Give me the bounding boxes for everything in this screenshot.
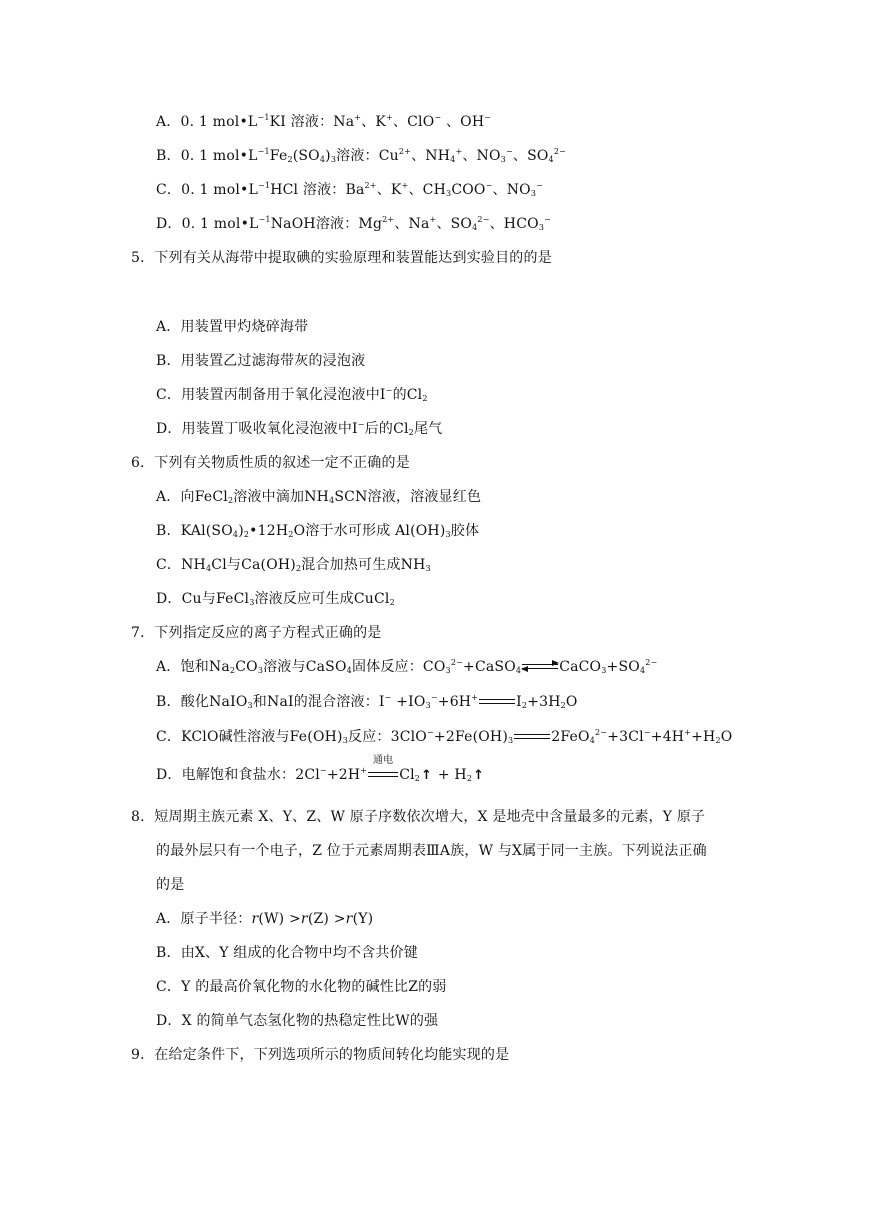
- q6-option-d: D．Cu与FeCl$_3$溶液反应可生成CuCl$_2$: [156, 591, 395, 607]
- q4-option-c: C．0. 1 $mol•L^{-1}HCl$ 溶液：$Ba^{2+}$、K+、$CH_3COO^-$、$NO_3^-$: [156, 181, 544, 198]
- q7-stem: 7．下列指定反应的离子方程式正确的是: [131, 625, 382, 641]
- q5-stem: 5．下列有关从海带中提取碘的实验原理和装置能达到实验目的的是: [131, 250, 552, 266]
- q5-option-b: B．用装置乙过滤海带灰的浸泡液: [156, 353, 366, 369]
- q6-option-c: C．$NH_4Cl$与$Ca(OH)_2$混合加热可生成$NH_3$: [156, 557, 431, 573]
- q6-stem: 6．下列有关物质性质的叙述一定不正确的是: [131, 455, 410, 471]
- q4-option-a: A．0. 1 $mol•L^{-1}KI$ 溶液：Na+、K+、ClO− 、OH−: [156, 113, 492, 130]
- q6-option-a: A．向FeCl$_2$溶液中滴加$NH_4SCN$溶液，溶液显红色: [156, 489, 482, 505]
- equals-sign-icon: [479, 696, 515, 708]
- q5-option-c: C．用装置丙制备用于氧化浸泡液中I−的$Cl_2$: [156, 386, 428, 403]
- q8-stem-line-2: 的最外层只有一个电子，Z 位于元素周期表ⅢA族，W 与X属于同一主族。下列说法正确: [156, 843, 707, 859]
- q7-option-b: B．酸化NaIO$_3$和NaI的混合溶液：$I^- +IO_3^-+6H^+$ $I_2+3H_2O$: [156, 693, 578, 710]
- q8-stem-line-3: 的是: [156, 877, 185, 893]
- q8-option-d: D．X 的简单气态氢化物的热稳定性比W的强: [156, 1013, 439, 1029]
- q5-option-a: A．用装置甲灼烧碎海带: [156, 319, 309, 335]
- q8-option-a: A．原子半径：r(W) >r(Z) >r(Y): [156, 911, 374, 927]
- q4-option-b: B．0. 1 $mol•L^{-1}Fe_2(SO_4)_3$溶液：$Cu^{2+}$、$NH_4^+$、$NO_3^-$、$SO_4^{2-}$: [156, 147, 567, 164]
- q7-option-c: C．KClO碱性溶液与$Fe(OH)_3$反应：$3ClO^-+2Fe(OH)_3$ $2FeO_4^{2-}+3Cl^-+4H^++H_2O$: [156, 728, 733, 745]
- q8-stem-line-1: 8．短周期主族元素 X、Y、Z、W 原子序数依次增大，X 是地壳中含量最多的元素，Y 原子: [131, 809, 706, 825]
- equals-sign-icon: [514, 731, 550, 743]
- gas-up-arrow-icon: ↑: [421, 768, 433, 783]
- q5-option-d: D．用装置丁吸收氧化浸泡液中I−后的$Cl_2$尾气: [156, 420, 443, 437]
- gas-up-arrow-icon: ↑: [473, 768, 485, 783]
- q7-option-a: A．饱和$Na_2CO_3$溶液与CaSO$_4$固体反应：$CO_3^{2-}+CaSO_4$ $CaCO_3+SO_4^{2-}$: [156, 658, 658, 675]
- q7-option-d: D．电解饱和食盐水：2Cl−+2H+ 通电 $Cl_2↑$ + $H_2↑$: [156, 765, 485, 786]
- q4-option-d: D．0. 1 $mol•L^{-1}NaOH$溶液：$Mg^{2+}$、Na+、$SO_4^{2-}$、$HCO_3^-$: [156, 215, 552, 232]
- q8-option-c: C．Y 的最高价氧化物的水化物的碱性比Z的弱: [156, 979, 447, 995]
- q8-option-b: B．由X、Y 组成的化合物中均不含共价键: [156, 945, 418, 961]
- reversible-arrow-icon: [522, 661, 558, 673]
- electrolysis-equals-icon: 通电: [368, 769, 398, 781]
- q9-stem: 9．在给定条件下，下列选项所示的物质间转化均能实现的是: [131, 1047, 510, 1063]
- q6-option-b: B．$KAl(SO_4)_2•12H_2O$溶于水可形成 $Al(OH)_3$胶体: [156, 523, 480, 539]
